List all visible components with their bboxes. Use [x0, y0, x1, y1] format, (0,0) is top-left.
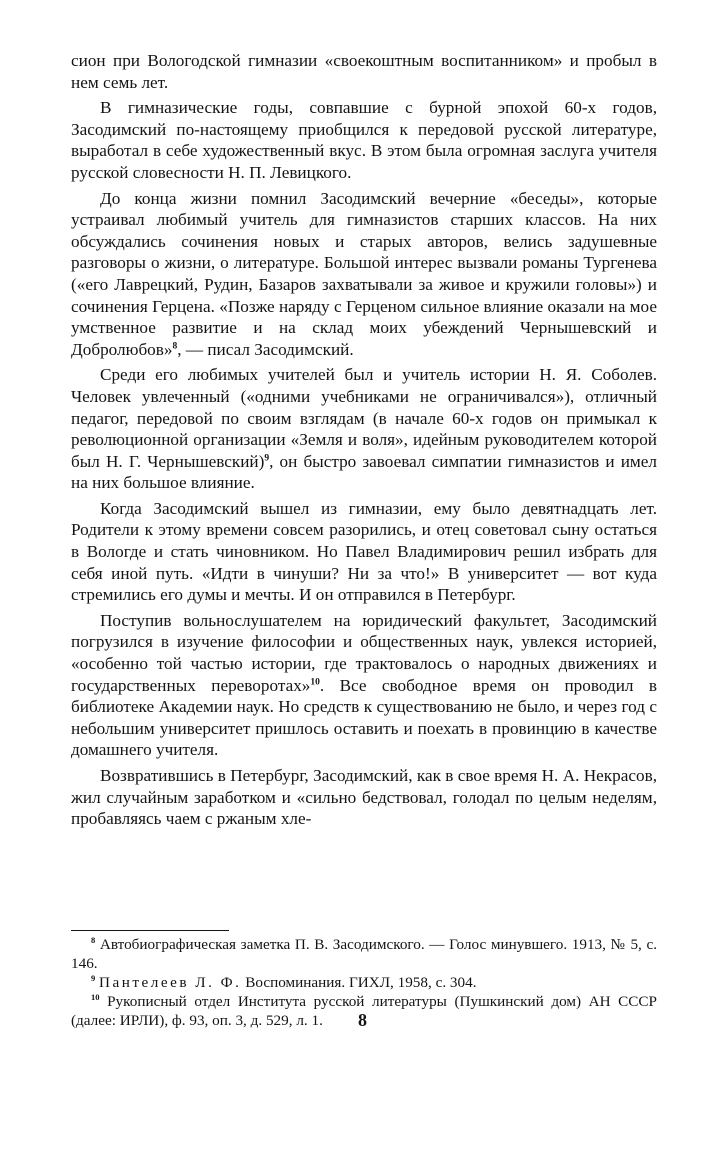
paragraph — [71, 97, 657, 183]
paragraph — [71, 50, 657, 93]
paragraph-text: сион при Вологодской гимназии «своекоштным воспитанником» и пробыл в нем семь лет. — [71, 51, 657, 92]
paragraph-text-tail: . Все свободное время он проводил в библиотеке Академии наук. Но средств к существованию не было, и через год с небольшим университет пришлось оставить и поехать в провинцию в качестве домашнего учителя. — [71, 675, 657, 760]
footnote-number: 9 — [91, 972, 96, 983]
footnote-ref[interactable]: 8 — [172, 340, 178, 351]
paragraph — [71, 364, 657, 494]
paragraph-text: До конца жизни помнил Засодимский вечерние «беседы», которые устраивал любимый учитель для гимназистов старших классов. На них обсуждались сочинения новых и старых авторов, велись задушевные разговоры о жизни, о литературе. Большой интерес вызвали романы Тургенева («его Лаврецкий, Рудин, Базаров захватывали за живое и кружили головы») и сочинения Герцена. «Позже наряду с Герценом сильное влияние оказали на мое умственное развитие и на склад моих убеждений Чернышевский и Добролюбов» — [71, 188, 657, 359]
footnote-number: 8 — [91, 934, 96, 945]
paragraph-text: Поступив вольнослушателем на юридический факультет, Засодимский погрузился в изучение философии и общественных наук, увлекся историей, «особенно той частью истории, где трактовалось о народных движениях и государственных переворотах» — [71, 610, 657, 695]
footnote-ref[interactable]: 10 — [310, 676, 320, 687]
paragraph-text: Среди его любимых учителей был и учитель истории Н. Я. Соболев. Человек увлеченный («одними учебниками не ограничивался»), отличный педагог, передовой по своим взглядам (в начале 60-х годов он примыкал к революционной организации «Земля и воля», идейным руководителем которой был Н. Г. Чернышевский) — [71, 365, 657, 471]
footnote-number: 10 — [91, 991, 100, 1002]
footnote — [71, 935, 657, 973]
footnote-author: Пантелеев Л. Ф. — [99, 974, 242, 991]
paragraph — [71, 765, 657, 830]
paragraph-text: Возвратившись в Петербург, Засодимский, как в свое время Н. А. Некрасов, жил случайным заработком и «сильно бедствовал, голодал по целым неделям, пробавляясь чаем с ржаным хле- — [71, 766, 657, 829]
footnote — [71, 973, 657, 992]
paragraph — [71, 188, 657, 361]
paragraph-text: В гимназические годы, совпавшие с бурной эпохой 60-х годов, Засодимский по-настоящему приобщился к передовой русской литературе, выработал в себе художественный вкус. В этом была огромная заслуга учителя русской словесности Н. П. Левицкого. — [71, 98, 657, 182]
footnote-text: Автобиографическая заметка П. В. Засодимского. — Голос минувшего. 1913, № 5, с. 146. — [71, 936, 658, 972]
footnote-text: Рукописный отдел Института русской литературы (Пушкинский дом) АН СССР (далее: ИРЛИ), ф. 93, оп. 3, д. 529, л. 1. — [71, 993, 658, 1029]
paragraph-text: Когда Засодимский вышел из гимназии, ему было девятнадцать лет. Родители к этому времени совсем разорились, и отец советовал сыну остаться в Вологде и стать чиновником. Но Павел Владимирович решил избрать для себя иной путь. «Идти в чинуши? Ни за что!» В университет — вот куда стремились его думы и мечты. И он отправился в Петербург. — [71, 498, 657, 605]
paragraph — [71, 498, 657, 606]
footnote-text: Воспоминания. ГИХЛ, 1958, с. 304. — [241, 974, 477, 991]
paragraph — [71, 610, 657, 761]
footnote-divider — [71, 930, 229, 931]
paragraph-text-tail: , он быстро завоевал симпатии гимназистов и имел на них большое влияние. — [71, 451, 657, 493]
footnote-ref[interactable]: 9 — [264, 452, 270, 463]
page-number: 8 — [358, 1010, 367, 1030]
main-text — [71, 50, 657, 834]
paragraph-text-tail: , — писал Засодимский. — [177, 339, 354, 359]
